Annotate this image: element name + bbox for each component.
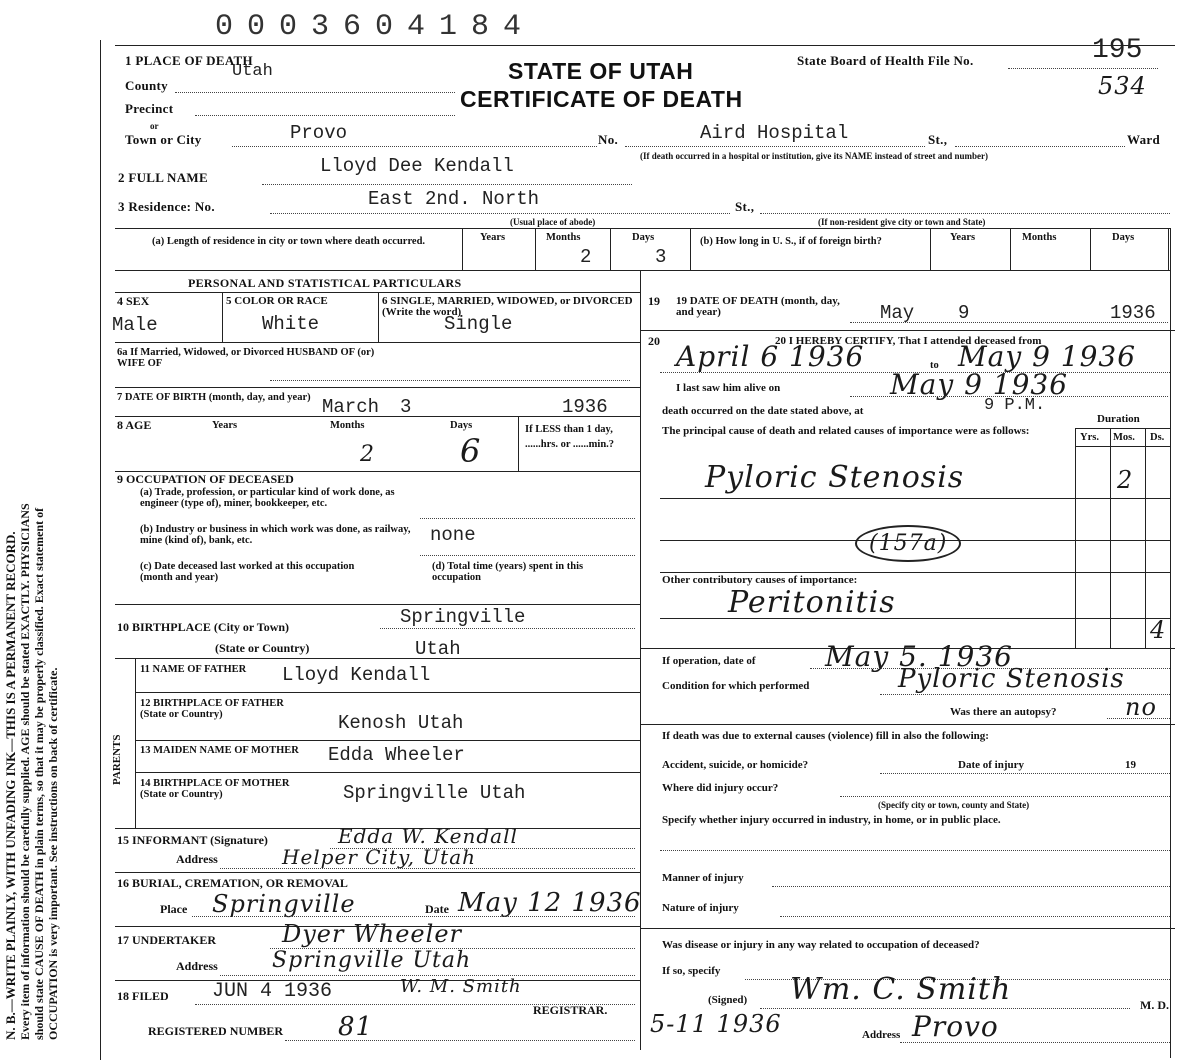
cause-label: The principal cause of death and related causes of importance were as follows: bbox=[662, 425, 1030, 437]
residence-table-top bbox=[115, 228, 1170, 229]
length-years-header: Years bbox=[480, 232, 506, 243]
residence-street-label: St., bbox=[735, 199, 755, 214]
principal-cause: Pyloric Stenosis bbox=[705, 460, 965, 495]
color-value: White bbox=[262, 313, 320, 335]
last-saw-label: I last saw him alive on bbox=[676, 382, 781, 394]
precinct-line bbox=[195, 115, 455, 116]
registrar-label: REGISTRAR. bbox=[533, 1003, 608, 1017]
certify-label: 20 I HEREBY CERTIFY, That I attended deceased from bbox=[775, 335, 1042, 347]
md-label: M. D. bbox=[1140, 998, 1169, 1012]
undertaker-signature: Dyer Wheeler bbox=[282, 920, 462, 948]
occupation-c-label: (c) Date deceased last worked at this occupation (month and year) bbox=[140, 561, 355, 583]
town-value: Provo bbox=[290, 122, 348, 144]
cause-line-1 bbox=[660, 498, 1170, 499]
length-days-header: Days bbox=[632, 232, 655, 243]
county-line bbox=[175, 92, 455, 93]
rule-7 bbox=[115, 387, 640, 388]
accident-label: Accident, suicide, or homicide? bbox=[662, 759, 809, 771]
hospital-line bbox=[625, 146, 925, 147]
county-value: Utah bbox=[232, 62, 273, 81]
file-number-label: State Board of Health File No. bbox=[797, 53, 974, 68]
if-so-label: If so, specify bbox=[662, 965, 721, 977]
external-causes-label: If death was due to external causes (violence) fill in also the following: bbox=[662, 730, 989, 742]
death-year: 1936 bbox=[1110, 302, 1156, 324]
rule-12 bbox=[135, 692, 640, 693]
burial-line bbox=[192, 916, 635, 917]
street-label: St., bbox=[928, 132, 948, 147]
accident-line bbox=[880, 773, 1170, 774]
duration-years-header: Yrs. bbox=[1080, 432, 1099, 443]
mother-label: 13 MAIDEN NAME OF MOTHER bbox=[140, 745, 299, 756]
injury-location-label: Where did injury occur? bbox=[662, 782, 779, 794]
us-months-header: Months bbox=[1022, 232, 1057, 243]
registered-number: 81 bbox=[338, 1012, 374, 1042]
date-of-death-label: 19 DATE OF DEATH (month, day, and year) bbox=[676, 295, 840, 318]
ward-label: Ward bbox=[1127, 132, 1160, 147]
mother-birthplace-value: Springville Utah bbox=[343, 782, 526, 804]
informant-address: Helper City, Utah bbox=[282, 845, 477, 869]
age-months-header: Months bbox=[330, 420, 365, 431]
marital-value: Single bbox=[444, 313, 513, 335]
father-birthplace-label: 12 BIRTHPLACE OF FATHER (State or Country) bbox=[140, 698, 284, 720]
spouse-label: 6a If Married, Widowed, or Divorced HUSBAND OF (or) WIFE OF bbox=[117, 347, 375, 369]
occupation-b-value: none bbox=[430, 524, 476, 546]
age-divider bbox=[518, 416, 519, 471]
death-month: May bbox=[880, 302, 915, 324]
rule-16 bbox=[115, 872, 640, 873]
burial-date-label: Date bbox=[425, 902, 449, 916]
other-cause-line bbox=[660, 618, 1170, 619]
town-or-label: or bbox=[150, 121, 159, 131]
filed-label: 18 FILED bbox=[117, 989, 169, 1003]
attended-from-date: April 6 1936 bbox=[676, 340, 865, 373]
table-divider bbox=[1168, 228, 1169, 270]
rule-13 bbox=[135, 740, 640, 741]
father-label: 11 NAME OF FATHER bbox=[140, 664, 247, 675]
duration-months-header: Mos. bbox=[1113, 432, 1135, 443]
nature-label: Nature of injury bbox=[662, 902, 739, 914]
full-name-line bbox=[262, 184, 632, 185]
physician-address-line bbox=[900, 1042, 1170, 1043]
residence-line bbox=[270, 213, 730, 214]
other-causes-label: Other contributory causes of importance: bbox=[662, 574, 858, 586]
condition-value: Pyloric Stenosis bbox=[898, 664, 1125, 694]
county-label: County bbox=[125, 78, 168, 93]
certify-number: 20 bbox=[648, 334, 660, 348]
hospital-note: (If death occurred in a hospital or institution, give its NAME instead of street and number) bbox=[640, 151, 989, 161]
marital-label: 6 SINGLE, MARRIED, WIDOWED, or DIVORCED (Write the word) bbox=[382, 295, 633, 318]
occupation-related-label: Was disease or injury in any way related to occupation of deceased? bbox=[662, 939, 980, 951]
right-border bbox=[1170, 228, 1171, 1058]
undertaker-address: Springville Utah bbox=[272, 948, 472, 973]
burial-place-label: Place bbox=[160, 902, 188, 916]
mother-birthplace-label: 14 BIRTHPLACE OF MOTHER (State or Country) bbox=[140, 778, 290, 800]
signature-date: 5-11 1936 bbox=[650, 1010, 782, 1038]
registered-number-line bbox=[285, 1040, 635, 1041]
rule-external bbox=[640, 724, 1175, 725]
instructions-line-1: N. B.—WRITE PLAINLY, WITH UNFADING INK—THIS IS A PERMANENT RECORD. bbox=[3, 531, 18, 1040]
duration-divider bbox=[1075, 428, 1076, 648]
undertaker-address-label: Address bbox=[176, 959, 218, 973]
us-days-header: Days bbox=[1112, 232, 1135, 243]
burial-place: Springville bbox=[212, 890, 356, 918]
place-of-death-heading: 1 PLACE OF DEATH bbox=[125, 53, 253, 68]
birthplace-label: 10 BIRTHPLACE (City or Town) bbox=[117, 620, 290, 634]
filed-date: JUN 4 1936 bbox=[212, 980, 333, 1003]
birthplace-state: Utah bbox=[415, 638, 461, 660]
file-number-handwritten: 534 bbox=[1098, 72, 1147, 100]
full-name-value: Lloyd Dee Kendall bbox=[320, 155, 514, 177]
death-day: 9 bbox=[958, 302, 970, 324]
birthplace-line bbox=[380, 628, 635, 629]
left-margin-rule bbox=[100, 40, 101, 1060]
table-divider bbox=[610, 228, 611, 270]
injury-date-label: Date of injury bbox=[958, 759, 1024, 771]
duration-divider bbox=[1145, 428, 1146, 648]
spouse-line bbox=[270, 380, 630, 381]
other-cause-duration-days: 4 bbox=[1150, 616, 1167, 644]
certificate-state-title: STATE OF UTAH bbox=[508, 58, 694, 84]
undertaker-label: 17 UNDERTAKER bbox=[117, 933, 217, 947]
length-days-value: 3 bbox=[655, 246, 667, 268]
death-date-line bbox=[850, 322, 1168, 323]
rule-11 bbox=[115, 658, 640, 659]
duration-days-header: Ds. bbox=[1150, 432, 1165, 443]
dob-day: 3 bbox=[400, 396, 412, 418]
length-residence-label: (a) Length of residence in city or town where death occurred. bbox=[152, 236, 426, 247]
parents-divider bbox=[135, 658, 136, 828]
length-months-value: 2 bbox=[580, 246, 592, 268]
signed-label: (Signed) bbox=[708, 994, 748, 1006]
duration-divider bbox=[1110, 428, 1111, 648]
parents-side-label: PARENTS bbox=[111, 734, 123, 785]
injury-year: 19 bbox=[1125, 759, 1136, 771]
table-divider bbox=[930, 228, 931, 270]
cause-duration-months: 2 bbox=[1117, 466, 1134, 494]
occupation-label: 9 OCCUPATION OF DECEASED bbox=[117, 472, 294, 486]
informant-address-label: Address bbox=[176, 852, 218, 866]
autopsy-label: Was there an autopsy? bbox=[950, 706, 1057, 718]
informant-label: 15 INFORMANT (Signature) bbox=[117, 833, 268, 847]
length-months-header: Months bbox=[546, 232, 581, 243]
instructions-line-3: should state CAUSE OF DEATH in plain terms, so that it may be properly classified. Exact statement of bbox=[32, 507, 46, 1040]
usual-abode-note: (Usual place of abode) bbox=[510, 217, 596, 227]
death-time: 9 P.M. bbox=[984, 396, 1046, 415]
birthplace-state-label: (State or Country) bbox=[215, 641, 310, 655]
manner-label: Manner of injury bbox=[662, 872, 744, 884]
precinct-label: Precinct bbox=[125, 101, 174, 116]
top-rule bbox=[115, 45, 1175, 46]
rule-8 bbox=[115, 416, 640, 417]
rule-20 bbox=[640, 330, 1175, 331]
file-number: 195 bbox=[1092, 35, 1143, 66]
other-cause: Peritonitis bbox=[728, 585, 896, 620]
burial-label: 16 BURIAL, CREMATION, OR REMOVAL bbox=[117, 876, 348, 890]
duration-header-rule bbox=[1075, 446, 1170, 447]
sex-divider bbox=[222, 292, 223, 342]
autopsy-value: no bbox=[1125, 693, 1157, 721]
death-time-label: death occurred on the date stated above, at bbox=[662, 405, 864, 417]
age-label: 8 AGE bbox=[117, 418, 152, 432]
to-label: to bbox=[930, 360, 939, 371]
town-line bbox=[232, 146, 597, 147]
informant-signature: Edda W. Kendall bbox=[338, 824, 518, 848]
table-divider bbox=[462, 228, 463, 270]
us-years-header: Years bbox=[950, 232, 976, 243]
age-days-value: 6 bbox=[460, 432, 482, 470]
date-of-death-number: 19 bbox=[648, 294, 660, 308]
occupation-b-line bbox=[420, 555, 635, 556]
injury-location-line bbox=[840, 796, 1170, 797]
duration-top bbox=[1075, 428, 1170, 429]
center-divider bbox=[640, 270, 641, 1050]
personal-heading: PERSONAL AND STATISTICAL PARTICULARS bbox=[188, 276, 462, 290]
dob-month: March bbox=[322, 396, 380, 418]
color-divider bbox=[378, 292, 379, 342]
physician-address: Provo bbox=[912, 1010, 999, 1043]
physician-address-label: Address bbox=[862, 1029, 901, 1041]
occupation-b-label: (b) Industry or business in which work was done, as railway, mine (kind of), bank, etc. bbox=[140, 524, 411, 546]
rule-occupation-related bbox=[640, 928, 1175, 929]
father-value: Lloyd Kendall bbox=[282, 664, 431, 686]
file-stamp: 0003604184 bbox=[215, 10, 536, 44]
cause-line-2 bbox=[660, 540, 1170, 541]
dob-label: 7 DATE OF BIRTH (month, day, and year) bbox=[117, 392, 311, 403]
instructions-line-2: Every item of information should be carefully supplied. AGE should be stated EXACTLY. PHYSICIANS bbox=[18, 503, 32, 1040]
autopsy-line bbox=[1107, 718, 1170, 719]
registrar-signature: W. M. Smith bbox=[400, 976, 522, 997]
hospital-value: Aird Hospital bbox=[700, 122, 849, 144]
signature-line bbox=[760, 1008, 1130, 1009]
operation-date: May 5. 1936 bbox=[825, 640, 1013, 673]
age-months-value: 2 bbox=[360, 442, 375, 467]
nonresident-note: (If non-resident give city or town and State) bbox=[818, 217, 986, 227]
age-days-header: Days bbox=[450, 420, 473, 431]
us-length-label: (b) How long in U. S., if of foreign birth? bbox=[700, 236, 882, 247]
color-label: 5 COLOR OR RACE bbox=[226, 295, 328, 307]
table-divider bbox=[1090, 228, 1091, 270]
occupation-d-label: (d) Total time (years) spent in this occupation bbox=[432, 561, 584, 583]
age-years-header: Years bbox=[212, 420, 238, 431]
street-line bbox=[955, 146, 1125, 147]
manner-line bbox=[772, 886, 1170, 887]
number-label: No. bbox=[598, 132, 619, 147]
last-saw-date: May 9 1936 bbox=[890, 368, 1069, 401]
registered-number-label: REGISTERED NUMBER bbox=[148, 1024, 284, 1038]
industry-line bbox=[660, 850, 1170, 851]
occupation-a-line bbox=[420, 518, 635, 519]
industry-label: Specify whether injury occurred in industry, in home, or in public place. bbox=[662, 814, 1001, 826]
residence-label: 3 Residence: No. bbox=[118, 199, 215, 214]
birthplace-city: Springville bbox=[400, 606, 526, 628]
injury-location-note: (Specify city or town, county and State) bbox=[878, 800, 1030, 810]
cause-code-circled: (157a) bbox=[855, 525, 961, 562]
occupation-a-label: (a) Trade, profession, or particular kind of work done, as engineer (type of), miner, bookkeeper, etc. bbox=[140, 487, 395, 509]
residence-value: East 2nd. North bbox=[368, 188, 540, 210]
duration-label: Duration bbox=[1097, 413, 1140, 425]
cause-line-3 bbox=[660, 572, 1170, 573]
instructions-line-4: OCCUPATION is very important. See instructions on back of certificate. bbox=[46, 667, 60, 1040]
condition-label: Condition for which performed bbox=[662, 680, 810, 692]
sex-value: Male bbox=[112, 314, 158, 336]
operation-label: If operation, date of bbox=[662, 655, 756, 667]
residence-table-bottom bbox=[115, 270, 1170, 271]
rule-18 bbox=[115, 980, 640, 981]
residence-street-line bbox=[760, 213, 1170, 214]
rule-14 bbox=[135, 772, 640, 773]
attended-to-date: May 9 1936 bbox=[958, 340, 1137, 373]
burial-date: May 12 1936 bbox=[458, 888, 642, 918]
town-label: Town or City bbox=[125, 132, 202, 147]
table-divider bbox=[690, 228, 691, 270]
full-name-label: 2 FULL NAME bbox=[118, 170, 208, 185]
file-number-line bbox=[1008, 68, 1158, 69]
sex-label: 4 SEX bbox=[117, 294, 150, 308]
table-divider bbox=[535, 228, 536, 270]
nature-line bbox=[780, 916, 1170, 917]
mother-value: Edda Wheeler bbox=[328, 744, 465, 766]
dob-year: 1936 bbox=[562, 396, 608, 418]
informant-address-line bbox=[220, 868, 635, 869]
physician-signature: Wm. C. Smith bbox=[790, 972, 1012, 1007]
table-divider bbox=[1010, 228, 1011, 270]
certificate-title: CERTIFICATE OF DEATH bbox=[460, 86, 743, 112]
father-birthplace-value: Kenosh Utah bbox=[338, 712, 464, 734]
less-than-day-label: If LESS than 1 day, ......hrs. or ......min.? bbox=[525, 424, 615, 450]
rule-10 bbox=[115, 604, 640, 605]
rule-6 bbox=[115, 342, 640, 343]
instructions-sidebar bbox=[4, 40, 60, 1040]
